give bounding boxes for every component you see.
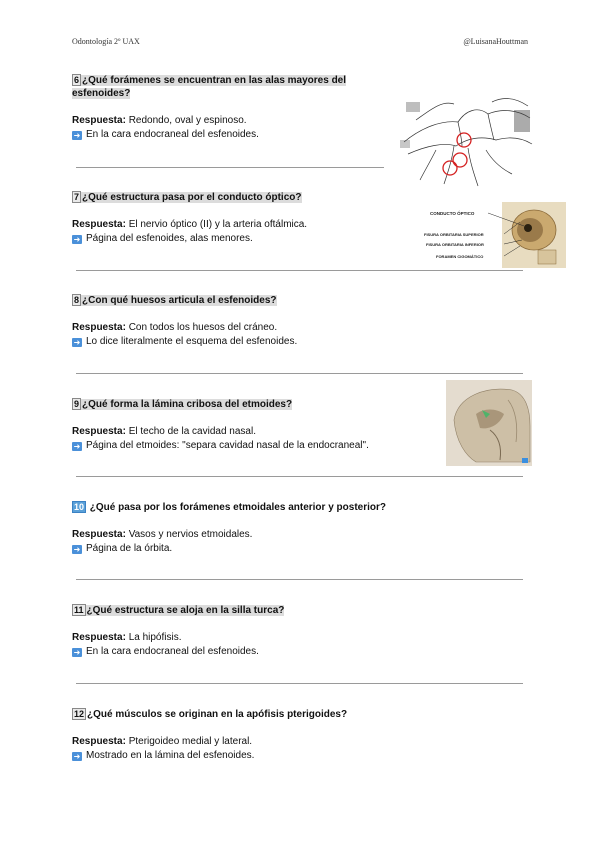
question-number: 10 — [74, 502, 85, 512]
note-text: En la cara endocraneal del esfenoides. — [86, 646, 259, 657]
answer-label: Respuesta: — [72, 736, 126, 747]
answer-text: La hipófisis. — [128, 632, 182, 643]
divider — [76, 167, 384, 168]
question-9 — [72, 398, 369, 453]
question-title — [72, 74, 362, 100]
answer-label: Respuesta: — [72, 426, 126, 437]
orbit-label: FISURA ORBITARIA SUPERIOR — [424, 232, 484, 237]
orbit-label: FORAMEN CIGOMÁTICO — [436, 254, 484, 259]
ethmoid-skull-image — [446, 380, 532, 466]
question-10 — [72, 501, 386, 556]
arrow-icon: ➜ — [73, 235, 81, 244]
arrow-icon: ➜ — [73, 648, 81, 657]
question-text: ¿Qué forma la lámina cribosa del etmoides? — [82, 399, 293, 410]
divider — [76, 579, 523, 580]
divider — [76, 683, 523, 684]
question-text: ¿Con qué huesos articula el esfenoides? — [82, 295, 277, 306]
header-left: Odontología 2º UAX — [72, 37, 140, 46]
note-text: Lo dice literalmente el esquema del esfenoides. — [86, 336, 298, 347]
question-number: 6 — [74, 75, 80, 85]
question-12 — [72, 708, 347, 763]
answer-text: El nervio óptico (II) y la arteria oftálmica. — [128, 219, 308, 230]
divider — [76, 476, 523, 477]
question-8 — [72, 294, 297, 349]
note-text: Página del etmoides: "separa cavidad nasal de la endocraneal". — [86, 440, 369, 451]
orbit-label: FISURA ORBITARIA INFERIOR — [426, 242, 484, 247]
question-title — [72, 191, 307, 204]
answer-text: Pterigoideo medial y lateral. — [128, 736, 253, 747]
question-title — [72, 501, 386, 514]
question-text: ¿Qué músculos se originan en la apófisis pterigoides? — [87, 709, 348, 720]
question-text: ¿Qué estructura se aloja en la silla turca? — [86, 605, 285, 616]
zoom-icon — [522, 458, 528, 463]
question-title — [72, 604, 284, 617]
divider — [76, 373, 523, 374]
arrow-icon: ➜ — [73, 442, 81, 451]
note-text: Página del esfenoides, alas menores. — [86, 233, 253, 244]
answer-text: Redondo, oval y espinoso. — [128, 115, 247, 126]
answer-label: Respuesta: — [72, 322, 126, 333]
note-text: En la cara endocraneal del esfenoides. — [86, 129, 259, 140]
question-number: 7 — [74, 192, 80, 202]
arrow-icon: ➜ — [73, 131, 81, 140]
orbit-label: CONDUCTO ÓPTICO — [430, 211, 475, 216]
question-11 — [72, 604, 284, 659]
question-text: ¿Qué pasa por los forámenes etmoidales anterior y posterior? — [89, 502, 386, 513]
sphenoid-diagram — [396, 80, 536, 190]
question-title — [72, 398, 369, 411]
question-text: ¿Qué forámenes se encuentran en las alas mayores del esfenoides? — [72, 75, 347, 99]
answer-text: El techo de la cavidad nasal. — [128, 426, 256, 437]
note-text: Mostrado en la lámina del esfenoides. — [86, 750, 255, 761]
question-number: 9 — [74, 399, 80, 409]
note-text: Página de la órbita. — [86, 543, 173, 554]
answer-text: Con todos los huesos del cráneo. — [128, 322, 278, 333]
orbit-diagram — [420, 200, 568, 270]
question-number: 12 — [74, 709, 85, 719]
answer-label: Respuesta: — [72, 219, 126, 230]
header-right: @LuisanaHouttman — [463, 37, 528, 46]
question-6 — [72, 74, 362, 142]
answer-label: Respuesta: — [72, 115, 126, 126]
answer-text: Vasos y nervios etmoidales. — [128, 529, 253, 540]
question-text: ¿Qué estructura pasa por el conducto óptico? — [82, 192, 302, 203]
question-title — [72, 294, 297, 307]
question-7 — [72, 191, 307, 246]
question-number: 8 — [74, 295, 80, 305]
question-title — [72, 708, 347, 721]
arrow-icon: ➜ — [73, 545, 81, 554]
answer-label: Respuesta: — [72, 632, 126, 643]
answer-label: Respuesta: — [72, 529, 126, 540]
arrow-icon: ➜ — [73, 338, 81, 347]
arrow-icon: ➜ — [73, 752, 81, 761]
question-number: 11 — [74, 605, 84, 615]
divider — [76, 270, 523, 271]
